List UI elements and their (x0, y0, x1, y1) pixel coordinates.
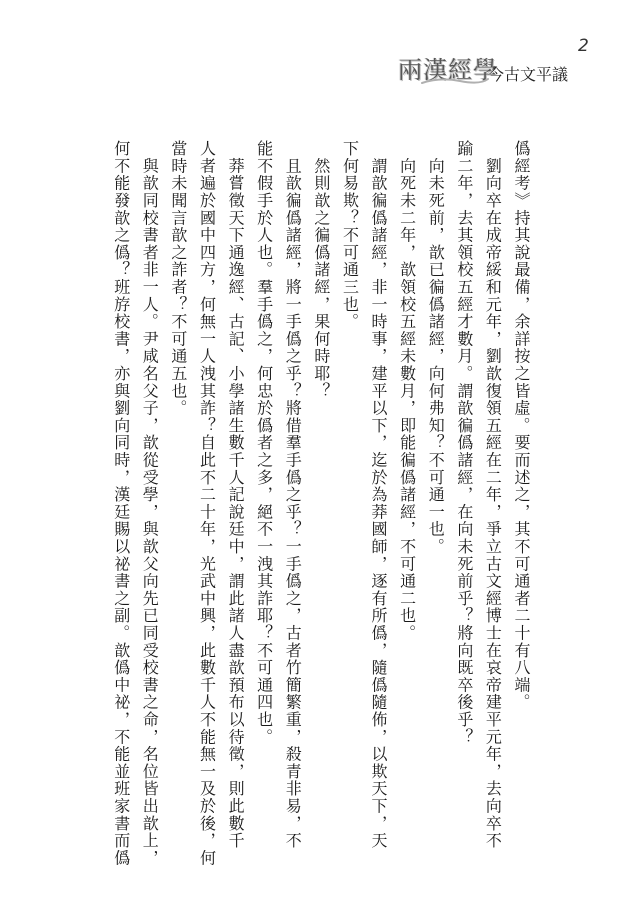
text-line: 然則歆之徧僞諸經，果何時耶？ (311, 140, 331, 400)
logo-text: 兩漢經學 (398, 56, 498, 84)
text-line: 向未死前，歆已徧僞諸經，向何弗知？不可通一也。 (426, 140, 446, 556)
text-line: 劉向卒在成帝綏和元年，劉歆復領五經在二年，爭立古文經博士在哀帝建平元年，去向卒不 (483, 140, 503, 850)
text-line: 踰二年，去其領校五經才數月。謂歆徧僞諸經，在向未死前乎？將向既卒後乎？ (454, 140, 474, 746)
body-text (80, 140, 535, 867)
brush-swash-icon (420, 76, 490, 86)
text-line: 與歆同校書者非一人。尹咸名父子，歆從受學，與歆父向先已同受校書之命，名位皆出歆上， (140, 140, 160, 867)
text-line: 何不能發歆之僞？班斿校書，亦與劉向同時，漢廷賜以祕書之副。歆僞中祕，不能並班家書而僞 (111, 140, 131, 867)
text-line: 莽嘗徵天下通逸經、古記、小學諸生數千人記說廷中，謂此諸人盡歆預布以待徵，則此數千 (226, 140, 246, 850)
text-line: 僞經考》持其說最備，余詳按之皆虛。要而述之，其不可通者二十有八端。 (512, 140, 531, 711)
text-line: 謂歆徧僞諸經，非一時事，建平以下，迄於為莽國師，逐有所僞，隨僞隨佈，以欺天下，天 (369, 140, 389, 850)
text-line: 當時未聞言歆之詐者？不可通五也。 (168, 140, 188, 417)
book-subtitle: 今古文平議 (488, 65, 569, 84)
text-line: 人者遍於國中四方，何無一人洩其詐？自此不二十年，光武中興，此數千人不能無一及於後，何 (197, 140, 217, 867)
text-line: 下何易欺？不可通三也。 (340, 140, 360, 331)
page-number: 2 (578, 36, 589, 56)
text-line: 能不假手於人也。羣手僞之，何忠於僞者之多，絕不一洩其詐耶？不可通四也。 (254, 140, 274, 746)
text-line: 且歆徧僞諸經，將一手僞之乎？將借羣手僞之乎？一手僞之，古者竹簡繁重，殺青非易，不 (283, 140, 303, 850)
text-line: 向死未二年，歆領校五經未數月，即能徧僞諸經，不可通二也。 (397, 140, 417, 642)
